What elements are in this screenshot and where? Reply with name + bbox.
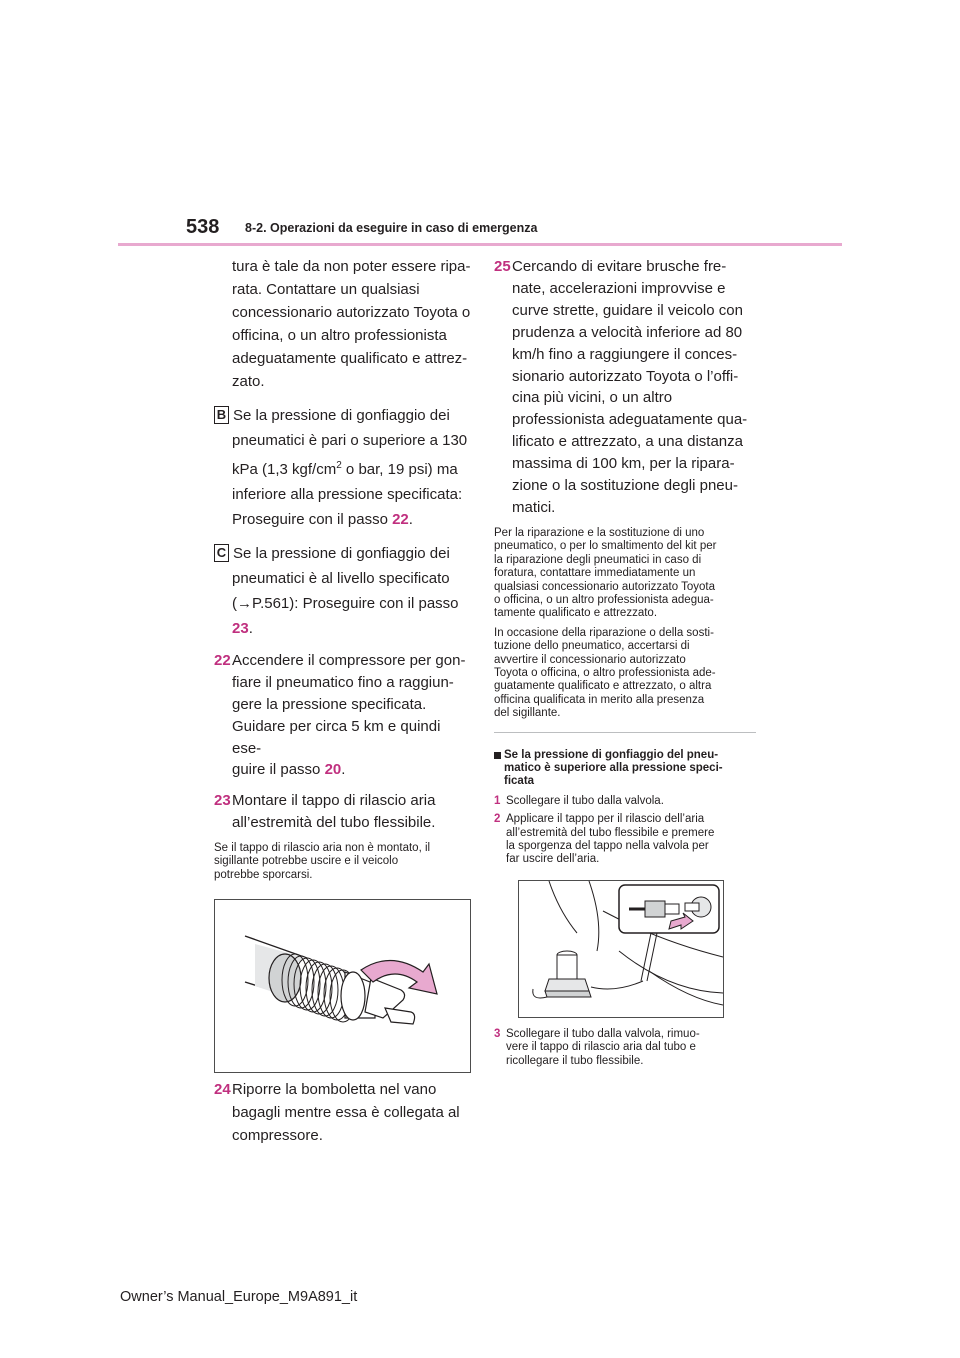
step-23: 23 Montare il tappo di rilascio aria all’estremità del tubo flessibile. (214, 792, 436, 832)
case-b-label: B (214, 406, 229, 424)
hose-cap-illustration (215, 900, 470, 1072)
step-22: 22 Accendere il compressore per gon- fiare il pneumatico fino a raggiun- gere la pressione specificata. Guidare per circa 5 km e quindi ese- guire il passo 20. (214, 652, 466, 779)
step-ref: 22 (392, 511, 409, 529)
figure-hose-cap (214, 899, 471, 1073)
section-title: 8-2. Operazioni da eseguire in caso di emergenza (245, 221, 538, 235)
step-number: 24 (214, 1081, 231, 1099)
continued-text: tura è tale da non poter essere ripa- rata. Contattare un qualsiasi concessionario autorizzato Toyota o officina, o un altro professionista adeguatamente qualificato e attrez- zato. (232, 258, 471, 390)
step-number: 2 (494, 813, 501, 826)
divider (494, 732, 756, 733)
footer-manual-id: Owner’s Manual_Europe_M9A891_it (120, 1289, 358, 1305)
case-b: B Se la pressione di gonfiaggio dei pneumatici è pari o superiore a 130 kPa (1,3 kgf/$cm^2$ o bar, 19 psi) ma inferiore alla pressione specificata: Proseguire con il passo 22. (214, 403, 472, 532)
note: Se il tappo di rilascio aria non è montato, il sigillante potrebbe uscire e il veicolo potrebbe sporcarsi. (214, 841, 431, 881)
substep-2: 2 Applicare il tappo per il rilascio dell’aria all’estremità del tubo flessibile e premere la sporgenza del tappo nella valvola per far uscire dell’aria. (494, 813, 715, 866)
step-number: 1 (494, 794, 501, 807)
subsection-heading: Se la pressione di gonfiaggio del pneu- matico è superiore alla pressione speci- ficata (494, 749, 756, 789)
valve-release-illustration (519, 881, 723, 1017)
case-c: C Se la pressione di gonfiaggio dei pneumatici è al livello specificato (→P.561): Proseguire con il passo 23. (214, 541, 472, 641)
right-column (494, 256, 756, 1068)
step-number: 22 (214, 652, 231, 670)
step-25: 25 Cercando di evitare brusche fre- nate, accelerazioni improvvise e curve strette, guidare il veicolo con prudenza a velocità inferiore ad 80 km/h fino a raggiungere il conces- sionario autorizzato Toyota o l’offi- cina più vicini, o un altro professionista adeguatamente qua- lificato e attrezzato, a una distanza massima di 100 km, per la ripara- zione o la sostituzione degli pneu- matici. (494, 258, 748, 516)
step-number: 3 (494, 1027, 501, 1040)
step-ref: 20 (324, 761, 342, 779)
substep-3: 3 Scollegare il tubo dalla valvola, rimuo- vere il tappo di rilascio aria dal tubo e ricollegare il tubo flessibile. (494, 1027, 700, 1067)
page-number: 538 (186, 216, 220, 238)
left-column (214, 256, 472, 1148)
header-rule (118, 243, 842, 246)
note-paragraph-2: In occasione della riparazione o della sosti- tuzione dello pneumatico, accertarsi di avvertire il concessionario autorizzato Toyota o officina, o altro professionista ade- guatamente qualificato e attrezzato, o altra officina qualificata in merito alla presenza del sigillante. (494, 626, 716, 720)
figure-valve-release (518, 880, 724, 1018)
step-24: 24 Riporre la bomboletta nel vano bagagli mentre essa è collegata al compressore. (214, 1081, 460, 1144)
note-paragraph-1: Per la riparazione e la sostituzione di uno pneumatico, o per lo smaltimento del kit per la riparazione degli pneumatici in caso di foratura, contattare immediatamente un qualsiasi concessionario autorizzato Toyota o officina, o un altro professionista adegua- tamente qualificato e attrezzato. (494, 526, 717, 620)
step-number: 25 (494, 258, 511, 275)
case-c-label: C (214, 544, 229, 562)
page-reference[interactable]: (→P.561): Proseguire con il passo (232, 595, 459, 613)
step-ref: 23 (232, 620, 249, 638)
step-number: 23 (214, 792, 231, 810)
substep-1: 1 Scollegare il tubo dalla valvola. (494, 794, 664, 807)
square-bullet-icon (494, 752, 501, 759)
